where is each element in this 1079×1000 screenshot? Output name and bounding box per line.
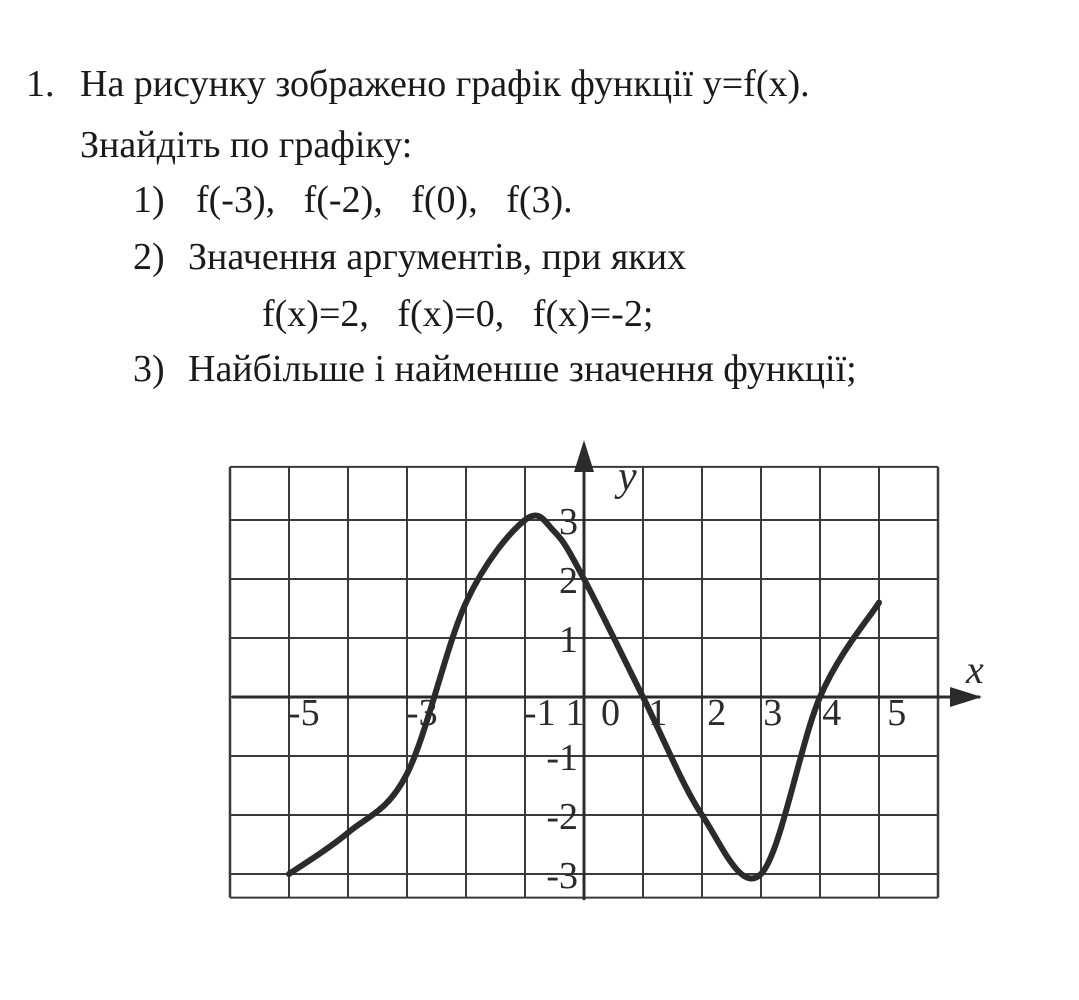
x-tick-label: -5 bbox=[287, 692, 320, 734]
y-tick-label: 2 bbox=[559, 560, 578, 602]
x-tick-label: 5 bbox=[887, 692, 907, 734]
y-axis-arrow-icon bbox=[574, 440, 594, 472]
y-tick-label: -1 bbox=[546, 737, 578, 779]
x-tick-label: 1 bbox=[648, 692, 668, 734]
task-find: Знайдіть по графіку: bbox=[80, 124, 413, 166]
item-2-text: Значення аргументів, при яких bbox=[188, 236, 687, 278]
item-2-values: f(x)=2, f(x)=0, f(x)=-2; bbox=[262, 293, 654, 335]
item-3-text: Найбільше і найменше значення функції; bbox=[188, 348, 857, 390]
task-number: 1. bbox=[26, 63, 55, 105]
x-tick-label: -1 bbox=[523, 692, 556, 734]
x-tick-label: 2 bbox=[707, 692, 727, 734]
x-tick-label: 0 bbox=[601, 692, 621, 734]
y-tick-label: 1 bbox=[559, 619, 578, 661]
x-tick-label: 3 bbox=[763, 692, 783, 734]
item-1-marker: 1) bbox=[133, 179, 165, 221]
item-3-marker: 3) bbox=[133, 348, 165, 390]
x-tick-label: 4 bbox=[822, 692, 842, 734]
y-tick-label: -3 bbox=[546, 855, 578, 897]
axes bbox=[232, 440, 984, 900]
item-1-text: f(-3), f(-2), f(0), f(3). bbox=[196, 179, 573, 221]
x-tick-label: 1 bbox=[565, 692, 585, 734]
item-2-marker: 2) bbox=[133, 236, 165, 278]
y-axis-label: y bbox=[618, 454, 637, 500]
x-axis-label: x bbox=[966, 647, 984, 692]
task-intro: На рисунку зображено графік функції y=f(x). bbox=[80, 63, 810, 105]
tick-labels bbox=[288, 501, 906, 897]
y-tick-label: 3 bbox=[559, 501, 578, 543]
x-tick-label: -3 bbox=[405, 692, 438, 734]
y-tick-label: -2 bbox=[546, 796, 578, 838]
